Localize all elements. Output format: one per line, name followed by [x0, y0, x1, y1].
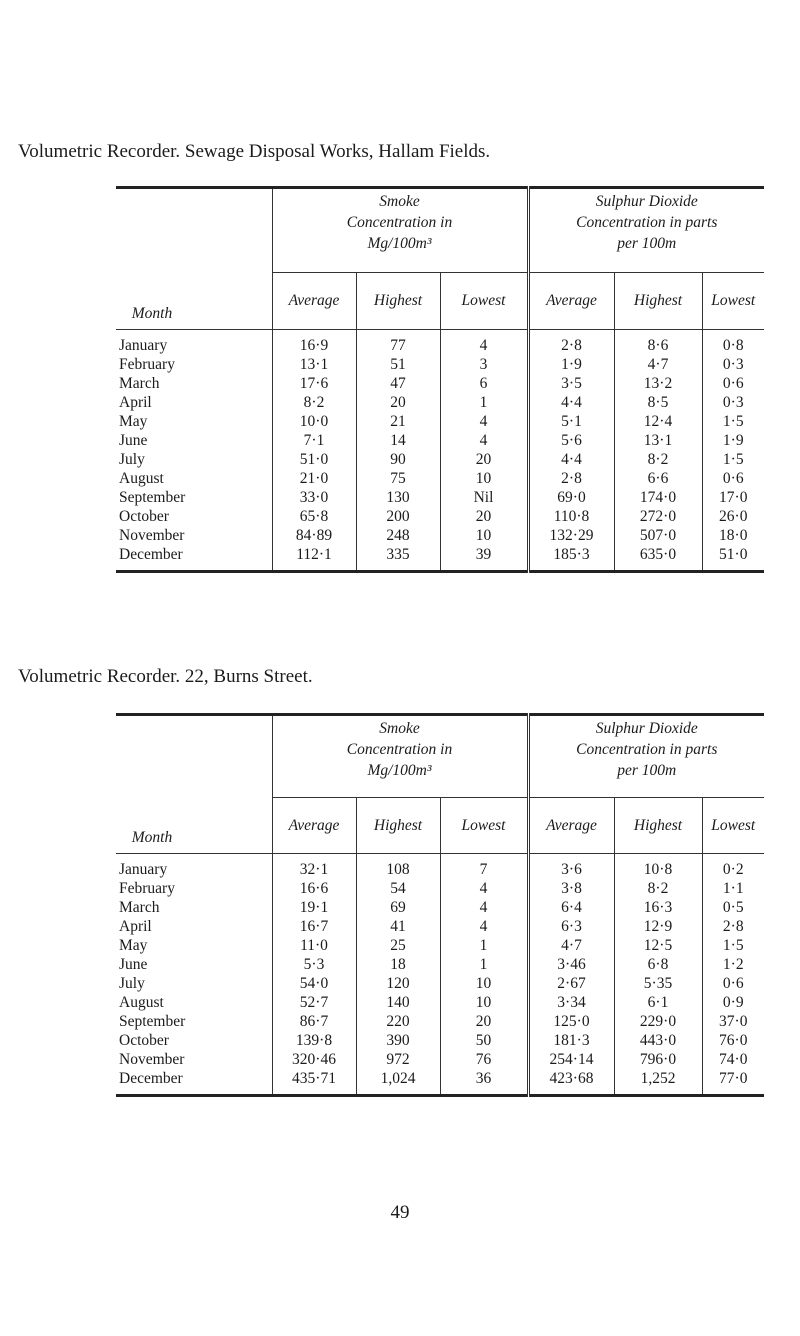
- so2-lowest-cell: 0·3: [702, 393, 764, 412]
- month-cell: March: [119, 375, 160, 392]
- so2-header-line-1: Sulphur Dioxide: [595, 720, 698, 737]
- smoke-lowest-cell: 4: [440, 917, 528, 936]
- month-cell: September: [119, 489, 186, 506]
- table-title: Volumetric Recorder. 22, Burns Street.: [18, 666, 313, 687]
- so2-highest-cell: 507·0: [614, 526, 702, 545]
- smoke-highest-cell: 14: [356, 431, 440, 450]
- so2-group-header: [528, 188, 764, 273]
- smoke-average-cell: 139·8: [272, 1031, 356, 1050]
- so2-average-cell: 4·7: [528, 936, 614, 955]
- table-row: [116, 1031, 764, 1050]
- so2-average-cell: 185·3: [528, 545, 614, 572]
- table-title: Volumetric Recorder. Sewage Disposal Works, Hallam Fields.: [18, 141, 491, 162]
- smoke-average-cell: 16·6: [272, 879, 356, 898]
- so2-highest-cell: 10·8: [614, 854, 702, 880]
- month-cell: July: [119, 975, 145, 992]
- col-header-smoke-lowest: Lowest: [440, 273, 528, 330]
- so2-lowest-cell: 2·8: [702, 917, 764, 936]
- smoke-lowest-cell: 4: [440, 412, 528, 431]
- smoke-lowest-cell: 4: [440, 431, 528, 450]
- smoke-lowest-cell: 39: [440, 545, 528, 572]
- so2-average-cell: 132·29: [528, 526, 614, 545]
- smoke-highest-cell: 248: [356, 526, 440, 545]
- smoke-average-cell: 84·89: [272, 526, 356, 545]
- so2-average-cell: 110·8: [528, 507, 614, 526]
- smoke-group-header: [272, 188, 528, 273]
- smoke-lowest-cell: 1: [440, 936, 528, 955]
- so2-highest-cell: 8·2: [614, 450, 702, 469]
- month-cell: August: [119, 994, 164, 1011]
- smoke-lowest-cell: 3: [440, 355, 528, 374]
- month-header: [116, 188, 272, 330]
- month-cell: January: [119, 337, 168, 354]
- so2-lowest-cell: 1·5: [702, 412, 764, 431]
- table-row: [116, 974, 764, 993]
- smoke-highest-cell: 47: [356, 374, 440, 393]
- so2-lowest-cell: 0·9: [702, 993, 764, 1012]
- smoke-highest-cell: 108: [356, 854, 440, 880]
- smoke-highest-cell: 77: [356, 330, 440, 356]
- month-cell: November: [119, 527, 185, 544]
- so2-lowest-cell: 26·0: [702, 507, 764, 526]
- table-row: [116, 936, 764, 955]
- so2-average-cell: 181·3: [528, 1031, 614, 1050]
- so2-lowest-cell: 18·0: [702, 526, 764, 545]
- col-header-so2-average: Average: [528, 798, 614, 854]
- smoke-highest-cell: 130: [356, 488, 440, 507]
- smoke-highest-cell: 41: [356, 917, 440, 936]
- so2-highest-cell: 12·5: [614, 936, 702, 955]
- so2-lowest-cell: 1·2: [702, 955, 764, 974]
- so2-lowest-cell: 74·0: [702, 1050, 764, 1069]
- smoke-average-cell: 16·7: [272, 917, 356, 936]
- smoke-average-cell: 52·7: [272, 993, 356, 1012]
- so2-highest-cell: 12·4: [614, 412, 702, 431]
- table-row: [116, 993, 764, 1012]
- smoke-header-line-3: Mg/100m³: [367, 235, 432, 252]
- table-row: [116, 955, 764, 974]
- month-cell: January: [119, 861, 168, 878]
- month-cell: November: [119, 1051, 185, 1068]
- so2-average-cell: 3·6: [528, 854, 614, 880]
- so2-highest-cell: 6·1: [614, 993, 702, 1012]
- col-header-so2-highest: Highest: [614, 273, 702, 330]
- so2-header-line-1: Sulphur Dioxide: [595, 193, 698, 210]
- smoke-average-cell: 51·0: [272, 450, 356, 469]
- so2-lowest-cell: 17·0: [702, 488, 764, 507]
- so2-lowest-cell: 1·1: [702, 879, 764, 898]
- smoke-average-cell: 435·71: [272, 1069, 356, 1096]
- so2-lowest-cell: 1·5: [702, 450, 764, 469]
- smoke-highest-cell: 1,024: [356, 1069, 440, 1096]
- month-header-label: Month: [131, 829, 173, 846]
- smoke-highest-cell: 120: [356, 974, 440, 993]
- smoke-highest-cell: 54: [356, 879, 440, 898]
- month-cell: April: [119, 918, 152, 935]
- month-cell: February: [119, 356, 175, 373]
- smoke-average-cell: 17·6: [272, 374, 356, 393]
- so2-average-cell: 3·8: [528, 879, 614, 898]
- so2-lowest-cell: 1·9: [702, 431, 764, 450]
- so2-highest-cell: 5·35: [614, 974, 702, 993]
- so2-lowest-cell: 0·5: [702, 898, 764, 917]
- smoke-highest-cell: 90: [356, 450, 440, 469]
- table-row: [116, 431, 764, 450]
- col-header-smoke-average: Average: [272, 273, 356, 330]
- so2-header-line-3: per 100m: [617, 762, 677, 779]
- so2-header-line-2: Concentration in parts: [576, 741, 718, 758]
- table-row: [116, 330, 764, 356]
- so2-lowest-cell: 0·2: [702, 854, 764, 880]
- so2-lowest-cell: 0·6: [702, 469, 764, 488]
- page-number: 49: [390, 1202, 410, 1223]
- so2-average-cell: 4·4: [528, 450, 614, 469]
- smoke-lowest-cell: 1: [440, 393, 528, 412]
- table-row: [116, 507, 764, 526]
- smoke-lowest-cell: Nil: [440, 488, 528, 507]
- smoke-average-cell: 5·3: [272, 955, 356, 974]
- smoke-lowest-cell: 7: [440, 854, 528, 880]
- so2-lowest-cell: 0·3: [702, 355, 764, 374]
- smoke-lowest-cell: 10: [440, 974, 528, 993]
- month-cell: February: [119, 880, 175, 897]
- table-row: [116, 545, 764, 572]
- smoke-highest-cell: 21: [356, 412, 440, 431]
- table-row: [116, 488, 764, 507]
- so2-highest-cell: 6·8: [614, 955, 702, 974]
- so2-highest-cell: 6·6: [614, 469, 702, 488]
- so2-highest-cell: 8·5: [614, 393, 702, 412]
- month-cell: October: [119, 1032, 169, 1049]
- so2-group-header: [528, 715, 764, 798]
- smoke-average-cell: 32·1: [272, 854, 356, 880]
- smoke-lowest-cell: 50: [440, 1031, 528, 1050]
- so2-highest-cell: 12·9: [614, 917, 702, 936]
- so2-average-cell: 6·3: [528, 917, 614, 936]
- month-cell: October: [119, 508, 169, 525]
- smoke-average-cell: 21·0: [272, 469, 356, 488]
- smoke-average-cell: 8·2: [272, 393, 356, 412]
- so2-average-cell: 5·1: [528, 412, 614, 431]
- so2-average-cell: 3·5: [528, 374, 614, 393]
- smoke-highest-cell: 18: [356, 955, 440, 974]
- col-header-smoke-highest: Highest: [356, 798, 440, 854]
- smoke-highest-cell: 972: [356, 1050, 440, 1069]
- so2-average-cell: 3·34: [528, 993, 614, 1012]
- so2-highest-cell: 635·0: [614, 545, 702, 572]
- col-header-smoke-average: Average: [272, 798, 356, 854]
- smoke-header-line-1: Smoke: [379, 720, 420, 737]
- month-cell: June: [119, 432, 148, 449]
- so2-lowest-cell: 37·0: [702, 1012, 764, 1031]
- col-header-so2-lowest: Lowest: [702, 798, 764, 854]
- smoke-lowest-cell: 4: [440, 330, 528, 356]
- so2-average-cell: 2·8: [528, 330, 614, 356]
- smoke-average-cell: 33·0: [272, 488, 356, 507]
- so2-average-cell: 2·67: [528, 974, 614, 993]
- so2-highest-cell: 16·3: [614, 898, 702, 917]
- so2-highest-cell: 1,252: [614, 1069, 702, 1096]
- so2-highest-cell: 443·0: [614, 1031, 702, 1050]
- smoke-highest-cell: 200: [356, 507, 440, 526]
- table-row: [116, 526, 764, 545]
- so2-highest-cell: 13·1: [614, 431, 702, 450]
- smoke-average-cell: 54·0: [272, 974, 356, 993]
- so2-lowest-cell: 0·8: [702, 330, 764, 356]
- so2-average-cell: 125·0: [528, 1012, 614, 1031]
- month-cell: June: [119, 956, 148, 973]
- smoke-lowest-cell: 20: [440, 450, 528, 469]
- so2-lowest-cell: 51·0: [702, 545, 764, 572]
- smoke-lowest-cell: 4: [440, 898, 528, 917]
- so2-lowest-cell: 77·0: [702, 1069, 764, 1096]
- smoke-highest-cell: 20: [356, 393, 440, 412]
- smoke-group-header: [272, 715, 528, 798]
- so2-header-line-3: per 100m: [617, 235, 677, 252]
- smoke-average-cell: 13·1: [272, 355, 356, 374]
- so2-average-cell: 423·68: [528, 1069, 614, 1096]
- data-table: [116, 713, 764, 1097]
- table-row: [116, 469, 764, 488]
- month-cell: August: [119, 470, 164, 487]
- month-cell: March: [119, 899, 160, 916]
- month-cell: May: [119, 413, 148, 430]
- smoke-lowest-cell: 36: [440, 1069, 528, 1096]
- so2-highest-cell: 8·2: [614, 879, 702, 898]
- so2-average-cell: 1·9: [528, 355, 614, 374]
- table-row: [116, 412, 764, 431]
- smoke-highest-cell: 390: [356, 1031, 440, 1050]
- so2-lowest-cell: 76·0: [702, 1031, 764, 1050]
- table-row: [116, 898, 764, 917]
- so2-average-cell: 5·6: [528, 431, 614, 450]
- month-header: [116, 715, 272, 854]
- so2-highest-cell: 272·0: [614, 507, 702, 526]
- smoke-highest-cell: 51: [356, 355, 440, 374]
- smoke-header-line-2: Concentration in: [346, 741, 453, 758]
- so2-average-cell: 4·4: [528, 393, 614, 412]
- smoke-lowest-cell: 20: [440, 1012, 528, 1031]
- table-row: [116, 374, 764, 393]
- table-row: [116, 450, 764, 469]
- smoke-highest-cell: 69: [356, 898, 440, 917]
- smoke-header-line-2: Concentration in: [346, 214, 453, 231]
- so2-average-cell: 254·14: [528, 1050, 614, 1069]
- smoke-lowest-cell: 10: [440, 469, 528, 488]
- smoke-highest-cell: 220: [356, 1012, 440, 1031]
- table-row: [116, 879, 764, 898]
- so2-highest-cell: 4·7: [614, 355, 702, 374]
- so2-average-cell: 6·4: [528, 898, 614, 917]
- smoke-average-cell: 112·1: [272, 545, 356, 572]
- month-cell: May: [119, 937, 148, 954]
- smoke-average-cell: 320·46: [272, 1050, 356, 1069]
- smoke-highest-cell: 335: [356, 545, 440, 572]
- month-cell: April: [119, 394, 152, 411]
- so2-lowest-cell: 0·6: [702, 974, 764, 993]
- smoke-lowest-cell: 76: [440, 1050, 528, 1069]
- so2-average-cell: 69·0: [528, 488, 614, 507]
- smoke-lowest-cell: 6: [440, 374, 528, 393]
- so2-highest-cell: 796·0: [614, 1050, 702, 1069]
- smoke-average-cell: 7·1: [272, 431, 356, 450]
- so2-header-line-2: Concentration in parts: [576, 214, 718, 231]
- col-header-so2-highest: Highest: [614, 798, 702, 854]
- col-header-smoke-lowest: Lowest: [440, 798, 528, 854]
- smoke-lowest-cell: 20: [440, 507, 528, 526]
- table-row: [116, 917, 764, 936]
- smoke-average-cell: 86·7: [272, 1012, 356, 1031]
- month-cell: July: [119, 451, 145, 468]
- smoke-header-line-1: Smoke: [379, 193, 420, 210]
- smoke-lowest-cell: 10: [440, 526, 528, 545]
- table-row: [116, 854, 764, 880]
- smoke-average-cell: 10·0: [272, 412, 356, 431]
- smoke-average-cell: 16·9: [272, 330, 356, 356]
- so2-lowest-cell: 1·5: [702, 936, 764, 955]
- smoke-lowest-cell: 10: [440, 993, 528, 1012]
- so2-average-cell: 3·46: [528, 955, 614, 974]
- so2-highest-cell: 229·0: [614, 1012, 702, 1031]
- col-header-so2-lowest: Lowest: [702, 273, 764, 330]
- smoke-header-line-3: Mg/100m³: [367, 762, 432, 779]
- month-cell: September: [119, 1013, 186, 1030]
- so2-lowest-cell: 0·6: [702, 374, 764, 393]
- month-header-label: Month: [131, 305, 173, 322]
- so2-average-cell: 2·8: [528, 469, 614, 488]
- so2-highest-cell: 13·2: [614, 374, 702, 393]
- so2-highest-cell: 174·0: [614, 488, 702, 507]
- smoke-lowest-cell: 4: [440, 879, 528, 898]
- col-header-smoke-highest: Highest: [356, 273, 440, 330]
- smoke-highest-cell: 140: [356, 993, 440, 1012]
- table-row: [116, 1012, 764, 1031]
- smoke-average-cell: 11·0: [272, 936, 356, 955]
- smoke-average-cell: 19·1: [272, 898, 356, 917]
- data-table: [116, 186, 764, 573]
- smoke-highest-cell: 25: [356, 936, 440, 955]
- table-row: [116, 393, 764, 412]
- smoke-highest-cell: 75: [356, 469, 440, 488]
- table-row: [116, 1050, 764, 1069]
- smoke-lowest-cell: 1: [440, 955, 528, 974]
- month-cell: December: [116, 545, 272, 572]
- so2-highest-cell: 8·6: [614, 330, 702, 356]
- table-row: [116, 1069, 764, 1096]
- smoke-average-cell: 65·8: [272, 507, 356, 526]
- month-cell: December: [116, 1069, 272, 1096]
- col-header-so2-average: Average: [528, 273, 614, 330]
- table-row: [116, 355, 764, 374]
